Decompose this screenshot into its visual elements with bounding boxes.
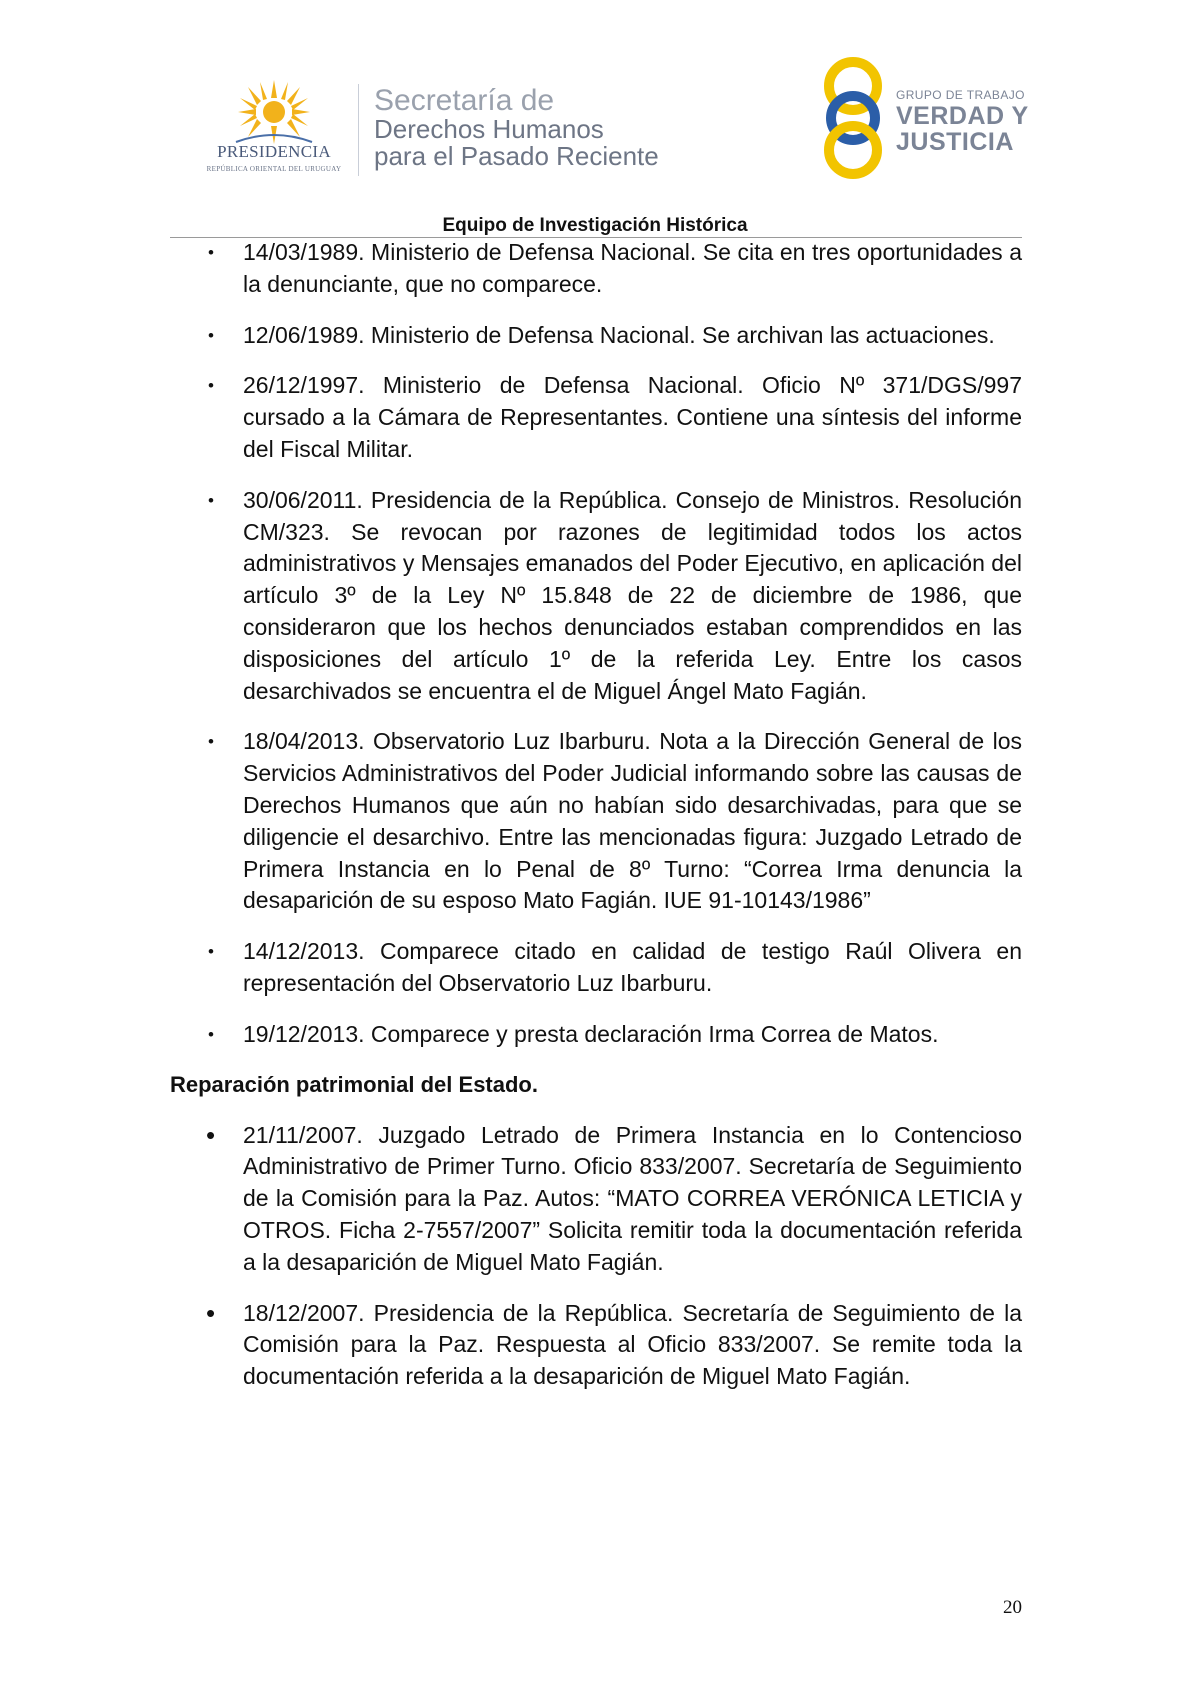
bullet-icon: • <box>208 325 214 345</box>
list-item <box>170 1120 1022 1279</box>
team-heading: Equipo de Investigación Histórica <box>442 215 748 236</box>
bullet-icon: • <box>208 376 214 396</box>
list-item-text: 14/12/2013. Comparece citado en calidad de testigo Raúl Olivera en representación del Observatorio Luz Ibarburu. <box>243 938 1022 996</box>
vj-title-line-1: VERDAD Y <box>896 102 1029 130</box>
list-item-text: 12/06/1989. Ministerio de Defensa Nacional. Se archivan las actuaciones. <box>243 321 995 348</box>
presidencia-logo <box>198 80 350 176</box>
document-body <box>170 237 1022 1412</box>
interlocked-rings-icon <box>820 56 890 180</box>
vj-subtitle: GRUPO DE TRABAJO <box>896 88 1025 102</box>
list-item <box>170 485 1022 708</box>
bullet-icon: • <box>208 243 214 262</box>
secretaria-line-3: para el Pasado Reciente <box>374 141 659 171</box>
bullet-icon: • <box>206 1297 216 1328</box>
list-item-text: 19/12/2013. Comparece y presta declaración Irma Correa de Matos. <box>243 1020 939 1047</box>
list-item-text: 21/11/2007. Juzgado Letrado de Primera Instancia en lo Contencioso Administrativo de Primer Turno. Oficio 833/2007. Secretaría de Seguimiento de la Comisión para la Paz. Autos: “MATO CORREA VERÓNICA LETICIA y OTROS. Ficha 2-7557/2007” Solicita remitir toda la documentación referida a la desaparición de Miguel Mato Fagián. <box>243 1121 1022 1275</box>
page-number: 20 <box>1003 1597 1022 1618</box>
bullet-icon: • <box>208 732 214 752</box>
bullet-icon: • <box>208 942 214 962</box>
list-item <box>170 370 1022 465</box>
presidencia-subtitle: REPÚBLICA ORIENTAL DEL URUGUAY <box>206 165 342 173</box>
list-item <box>170 1019 1022 1051</box>
presidencia-wordmark: PRESIDENCIA <box>217 142 331 161</box>
bullet-icon: • <box>206 1119 216 1150</box>
sun-icon <box>234 80 314 144</box>
list-item <box>170 237 1022 301</box>
logo-divider <box>358 84 359 176</box>
list-item <box>170 726 1022 917</box>
secretaria-line-2: Derechos Humanos <box>374 114 604 144</box>
list-item-text: 18/12/2007. Presidencia de la República. Secretaría de Seguimiento de la Comisión para la Paz. Respuesta al Oficio 833/2007. Se remite toda la documentación referida a la desaparición de Miguel Mato Fagián. <box>243 1299 1022 1390</box>
page-header <box>0 0 1190 240</box>
list-item-text: 26/12/1997. Ministerio de Defensa Nacional. Oficio Nº 371/DGS/997 cursado a la Cámara de Representantes. Contiene una síntesis del informe del Fiscal Militar. <box>243 372 1022 462</box>
list-item-text: 30/06/2011. Presidencia de la República. Consejo de Ministros. Resolución CM/323. Se revocan por razones de legitimidad todos los actos administrativos y Mensajes emanados del Poder Ejecutivo, en aplicación del artículo 3º de la Ley Nº 15.848 de 22 de diciembre de 1986, que consideraron que los hechos denunciados estaban comprendidos en las disposiciones del artículo 1º de la referida Ley. Entre los casos desarchivados se encuentra el de Miguel Ángel Mato Fagián. <box>243 486 1022 704</box>
list-item-text: 14/03/1989. Ministerio de Defensa Nacional. Se cita en tres oportunidades a la denunciante, que no comparece. <box>243 239 1022 297</box>
section-heading: Reparación patrimonial del Estado. <box>170 1071 538 1097</box>
verdad-justicia-logo <box>820 56 1030 180</box>
list-item <box>170 320 1022 352</box>
secretaria-line-1: Secretaría de <box>374 84 555 117</box>
bullet-icon: • <box>208 1024 214 1044</box>
list-item <box>170 1298 1022 1393</box>
bullet-icon: • <box>208 490 214 510</box>
vj-title-line-2: JUSTICIA <box>896 128 1014 156</box>
list-item <box>170 936 1022 1000</box>
list-item-text: 18/04/2013. Observatorio Luz Ibarburu. Nota a la Dirección General de los Servicios Administrativos del Poder Judicial informando sobre las causas de Derechos Humanos que aún no habían sido desarchivadas, para que se diligencie el desarchivo. Entre las mencionadas figura: Juzgado Letrado de Primera Instancia en lo Penal de 8º Turno: “Correa Irma denuncia la desaparición de su esposo Mato Fagián. IUE 91-10143/1986” <box>243 728 1022 914</box>
secretaria-logo-text <box>374 86 659 170</box>
